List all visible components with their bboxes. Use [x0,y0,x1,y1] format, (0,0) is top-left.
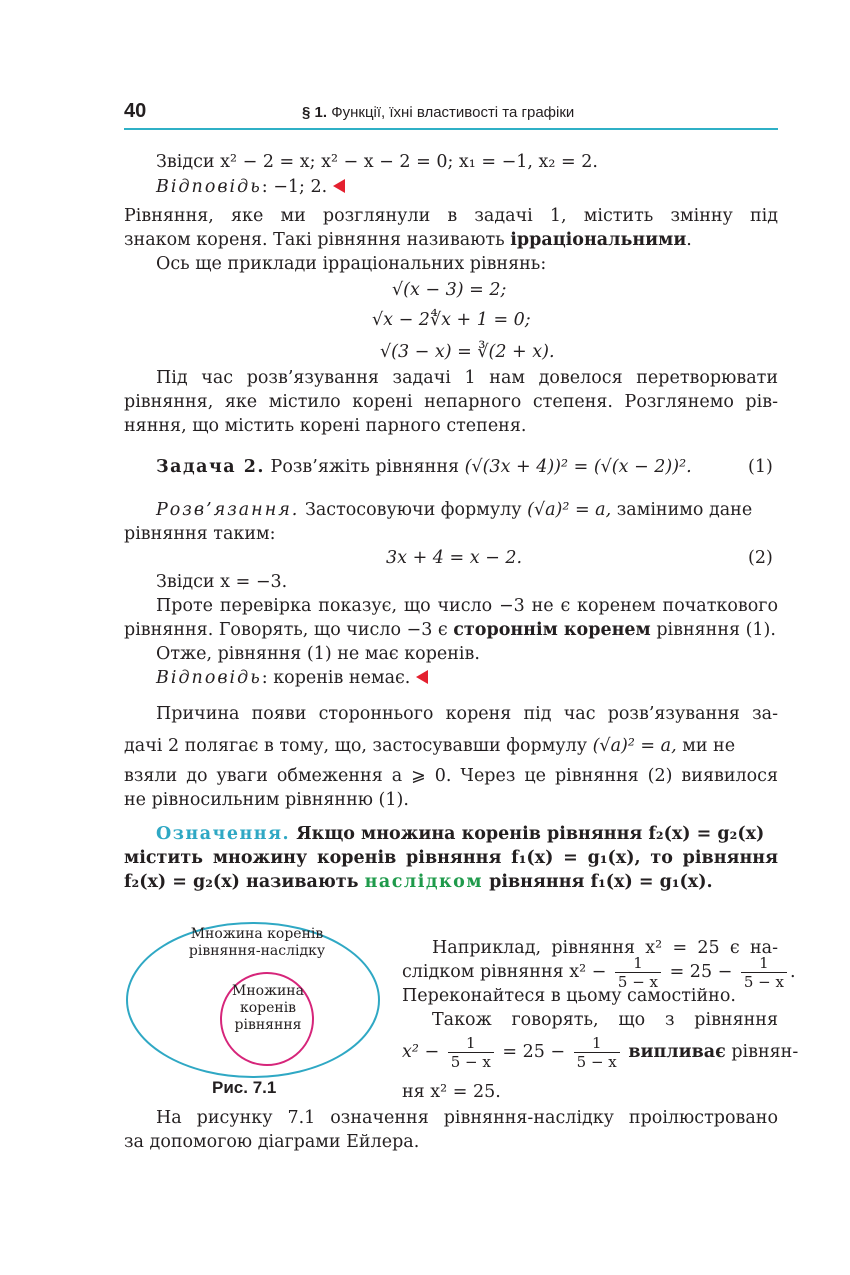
equation-number: (1) [748,457,773,477]
fraction: $\frac{1}{5 - x}$ [574,1034,620,1071]
task-equation: (√(3x + 4))² = (√(x − 2))². [464,457,692,477]
fraction: $\frac{1}{5 - x}$ [615,954,661,991]
example-line: Переконайтеся в цьому самостійно. [402,986,736,1006]
equation-a: √(x − 3) = 2; [392,280,507,300]
paragraph-line: Звідси x = −3. [156,572,288,592]
equation-number: (2) [748,548,773,568]
term-extraneous-root: стороннім коренем [453,620,651,640]
paragraph-line: Ось ще приклади ірраціональних рівнянь: [156,254,547,274]
figure-caption: Рис. 7.1 [212,1078,277,1097]
example-line: Також говорять, що з рівняння [432,1010,778,1030]
paragraph-line: рівняння, яке містило корені непарного степеня. Розглянемо рів- [124,392,778,412]
end-marker-icon [416,670,428,684]
equation-b: √x − 2∜x + 1 = 0; [372,310,531,330]
paragraph-line: няння, що містить корені парного степеня. [124,416,527,436]
definition-line: f₂(x) = g₂(x) називають наслідком рівняння f₁(x) = g₁(x). [124,872,713,892]
solution-line: Звідси x² − 2 = x; x² − x − 2 = 0; x₁ = −1, x₂ = 2. [156,152,598,172]
answer-label: Відповідь [156,668,262,688]
example-line: ня x² = 25. [402,1082,501,1102]
example-line: Наприклад, рівняння x² = 25 є на- [432,938,778,958]
running-header [302,104,574,121]
section-title: Функції, їхні властивості та графіки [331,104,575,121]
paragraph-line: дачі 2 полягає в тому, що, застосувавши формулу (√a)² = a, ми не [124,736,736,756]
term-follows: випливає [628,1042,726,1062]
fraction: $\frac{1}{5 - x}$ [448,1034,494,1071]
example-line: слідком рівняння x² − $\frac{1}{5 - x}$ = 25 − $\frac{1}{5 - x}$ . [402,954,796,991]
paragraph-line: рівняння таким: [124,524,276,544]
formula: (√a)² = a, [592,736,677,756]
term-consequence: наслідком [364,872,484,892]
fraction: $\frac{1}{5 - x}$ [741,954,787,991]
answer-1 [156,175,345,199]
equation-c: √(3 − x) = ∛(2 + x). [380,342,555,362]
paragraph-line: Під час розв’язування задачі 1 нам довелося перетворювати [156,368,778,388]
task-2: Задача 2. Розв’яжіть рівняння (√(3x + 4))² = (√(x − 2))². [156,457,692,477]
answer-value: : −1; 2. [261,177,328,197]
task-label: Задача 2. [156,457,265,477]
end-marker-icon [333,179,345,193]
page-number: 40 [124,100,147,122]
outer-set-label: Множина коренів рівняння-наслідку [188,926,326,959]
solution-label: Розв’язання. [156,500,300,520]
paragraph-line: взяли до уваги обмеження a ⩾ 0. Через це рівняння (2) виявилося [124,766,778,786]
paragraph-line: Рівняння, яке ми розглянули в задачі 1, містить змінну під [124,206,778,226]
definition-label: Означення. [156,824,291,844]
solution-intro: Розв’язання. Застосовуючи формулу (√a)² = a, замінимо дане [156,500,753,520]
paragraph-line: Отже, рівняння (1) не має коренів. [156,644,480,664]
equation-2: 3x + 4 = x − 2. [386,548,523,568]
paragraph-line: знаком кореня. Такі рівняння називають ірраціональними. [124,230,692,250]
answer-value: : коренів немає. [261,668,411,688]
header-rule [124,128,778,130]
term-irrational: ірраціональними [510,230,687,250]
section-number: § 1. [302,104,328,121]
paragraph-line: Проте перевірка показує, що число −3 не є коренем початкового [156,596,778,616]
example-line: x² − $\frac{1}{5 - x}$ = 25 − $\frac{1}{5 - x}$ випливає рівнян- [402,1034,799,1071]
paragraph-line: На рисунку 7.1 означення рівняння-наслідку проілюстровано [156,1108,778,1128]
formula: (√a)² = a, [527,500,612,520]
definition-line: Означення. Якщо множина коренів рівняння f₂(x) = g₂(x) [156,824,765,844]
paragraph-line: не рівносильним рівнянню (1). [124,790,409,810]
paragraph-line: Причина появи стороннього кореня під час розв’язування за- [156,704,778,724]
answer-2 [156,666,428,690]
answer-label: Відповідь [156,177,262,197]
definition-line: містить множину коренів рівняння f₁(x) = g₁(x), то рівняння [124,848,778,868]
paragraph-line: за допомогою діаграми Ейлера. [124,1132,420,1152]
inner-set-label: Множина коренів рівняння [232,983,304,1033]
paragraph-line: рівняння. Говорять, що число −3 є стороннім коренем рівняння (1). [124,620,776,640]
